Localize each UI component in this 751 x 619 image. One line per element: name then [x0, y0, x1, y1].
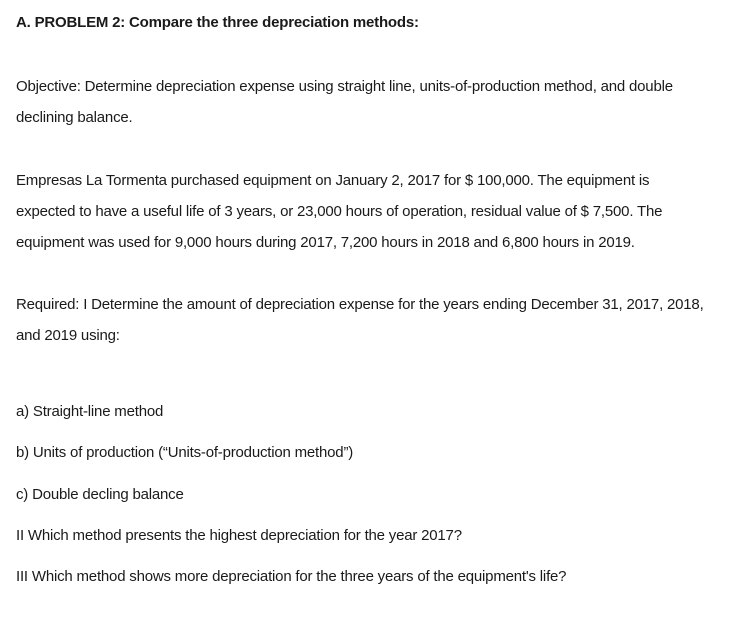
required-paragraph — [16, 289, 704, 351]
scenario-line-1: Empresas La Tormenta purchased equipment on January 2, 2017 for $ 100,000. The equipment is — [16, 172, 650, 189]
required-line-2: and 2019 using: — [16, 327, 120, 344]
scenario-line-2: expected to have a useful life of 3 years, or 23,000 hours of operation, residual value of $ 7,500. The — [16, 203, 663, 220]
item-double-declining: c) Double decling balance — [16, 485, 184, 503]
question-most-three-years: III Which method shows more depreciation for the three years of the equipment's life? — [16, 568, 567, 586]
problem-title: A. PROBLEM 2: Compare the three depreciation methods: — [16, 14, 419, 31]
question-highest-2017: II Which method presents the highest depreciation for the year 2017? — [16, 526, 462, 544]
required-line-1: Required: I Determine the amount of depreciation expense for the years ending December 31, 2017, 2018, — [16, 296, 704, 313]
scenario-line-3: equipment was used for 9,000 hours during 2017, 7,200 hours in 2018 and 6,800 hours in 2019. — [16, 234, 635, 251]
objective-line-2: declining balance. — [16, 109, 133, 126]
objective-line-1: Objective: Determine depreciation expense using straight line, units-of-production method, and double — [16, 78, 673, 95]
objective-paragraph — [16, 71, 673, 133]
item-units-of-production: b) Units of production (“Units-of-production method”) — [16, 444, 354, 462]
scenario-paragraph — [16, 165, 662, 258]
requirements-list — [16, 391, 566, 597]
item-straight-line: a) Straight-line method — [16, 403, 164, 420]
